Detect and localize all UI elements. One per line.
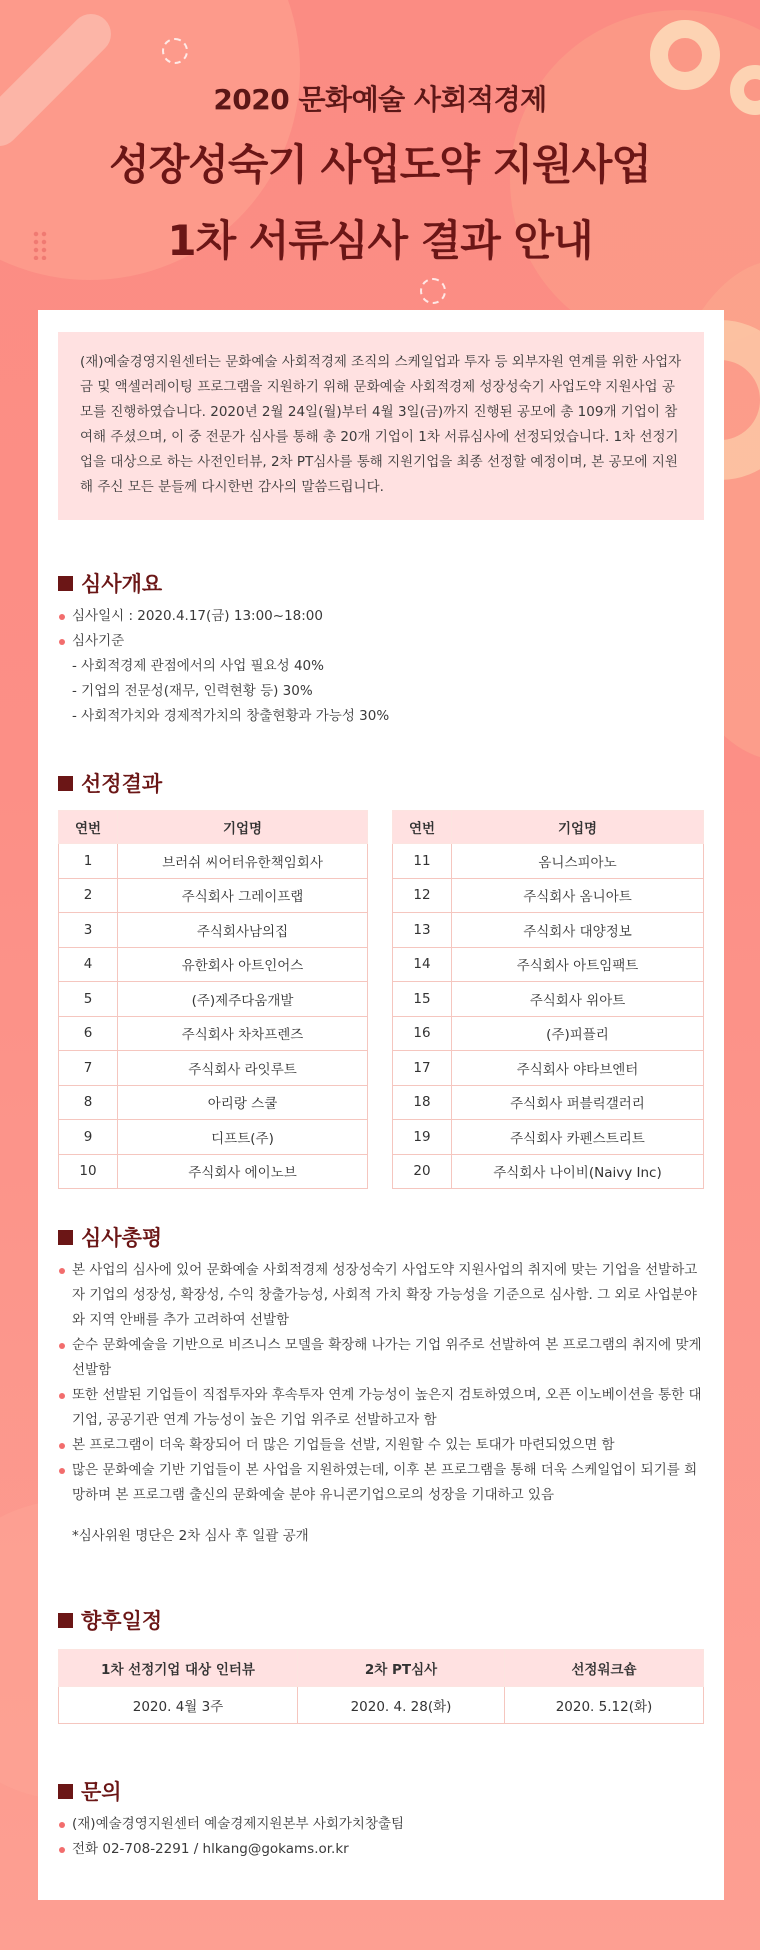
- table-row: [59, 947, 368, 982]
- table-row: [393, 1051, 704, 1086]
- row-number: 7: [59, 1051, 118, 1086]
- col-header-no: 연번: [393, 811, 452, 844]
- schedule-header: 선정워크숍: [505, 1650, 704, 1687]
- table-row: [59, 1120, 368, 1155]
- page-title: 성장성숙기 사업도약 지원사업: [109, 140, 651, 189]
- company-name: 주식회사 카펜스트리트: [452, 1120, 704, 1155]
- schedule-value: 2020. 5.12(화): [505, 1687, 704, 1724]
- table-row: [59, 1154, 368, 1189]
- row-number: 4: [59, 947, 118, 982]
- table-row: [59, 844, 368, 879]
- table-row: [59, 982, 368, 1017]
- company-name: 주식회사남의집: [118, 913, 368, 948]
- square-bullet-icon: [58, 576, 73, 591]
- schedule-section: [58, 1605, 704, 1724]
- square-bullet-icon: [58, 1230, 73, 1245]
- col-header-no: 연번: [59, 811, 118, 844]
- results-section: [58, 768, 704, 1182]
- row-number: 19: [393, 1120, 452, 1155]
- row-number: 5: [59, 982, 118, 1017]
- table-row: [59, 1085, 368, 1120]
- overview-criteria-label: 심사기준: [58, 629, 704, 654]
- intro-text: (재)예술경영지원센터는 문화예술 사회적경제 조직의 스케일업과 투자 등 외부자원 연계를 위한 사업자금 및 액셀러레이팅 프로그램을 지원하기 위해 문화예술 사회적경제 성장성숙기 사업도약 지원사업 공모를 진행하였습니다. 2020년 2월 24일(월)부터 4월 3일(금)까지 진행된 공모에 총 109개 기업이 참여해 주셨으며, 이 중 전문가 심사를 통해 총 20개 기업이 1차 서류심사에 선정되었습니다. 1차 선정기업을 대상으로 하는 사전인터뷰, 2차 PT심사를 통해 지원기업을 최종 선정할 예정이며, 본 공모에 지원해 주신 모든 분들께 다시한번 감사의 말씀드립니다.: [58, 332, 704, 520]
- row-number: 6: [59, 1016, 118, 1051]
- results-table-right: [392, 810, 704, 1189]
- row-number: 16: [393, 1016, 452, 1051]
- contact-title: 문의: [58, 1776, 704, 1806]
- square-bullet-icon: [58, 1613, 73, 1628]
- review-item: 본 프로그램이 더욱 확장되어 더 많은 기업들을 선발, 지원할 수 있는 토대가 마련되었으면 함: [58, 1433, 704, 1458]
- review-title: 심사총평: [58, 1222, 704, 1252]
- table-row: [393, 844, 704, 879]
- schedule-header: 2차 PT심사: [298, 1650, 505, 1687]
- review-item: 본 사업의 심사에 있어 문화예술 사회적경제 성장성숙기 사업도약 지원사업의 취지에 맞는 기업을 선발하고자 기업의 성장성, 확장성, 수익 창출가능성, 사회적 가치 확장 가능성을 기준으로 심사함. 그 외로 사업분야와 지역 안배를 추가 고려하여 선발함: [58, 1258, 704, 1333]
- company-name: 주식회사 야타브엔터: [452, 1051, 704, 1086]
- overview-title: 심사개요: [58, 568, 704, 598]
- page-header: [0, 78, 760, 268]
- table-row: [393, 982, 704, 1017]
- company-name: 유한회사 아트인어스: [118, 947, 368, 982]
- criteria-item: - 사회적가치와 경제적가치의 창출현황과 가능성 30%: [72, 708, 390, 724]
- square-bullet-icon: [58, 1784, 73, 1799]
- table-row: [393, 1085, 704, 1120]
- company-name: 주식회사 라잇루트: [118, 1051, 368, 1086]
- square-bullet-icon: [58, 776, 73, 791]
- table-row: [393, 1120, 704, 1155]
- page-title-line2: 1차 서류심사 결과 안내: [167, 216, 593, 265]
- content-card: [38, 310, 724, 1900]
- row-number: 12: [393, 878, 452, 913]
- company-name: 옴니스피아노: [452, 844, 704, 879]
- row-number: 14: [393, 947, 452, 982]
- row-number: 10: [59, 1154, 118, 1189]
- company-name: 주식회사 나이비(Naivy Inc): [452, 1154, 704, 1189]
- schedule-value: 2020. 4월 3주: [59, 1687, 298, 1724]
- table-row: [59, 1051, 368, 1086]
- company-name: 아리랑 스쿨: [118, 1085, 368, 1120]
- table-row: [393, 878, 704, 913]
- row-number: 15: [393, 982, 452, 1017]
- table-row: [59, 1016, 368, 1051]
- review-item: 순수 문화예술을 기반으로 비즈니스 모델을 확장해 나가는 기업 위주로 선발하여 본 프로그램의 취지에 맞게 선발함: [58, 1333, 704, 1383]
- table-row: [59, 878, 368, 913]
- row-number: 1: [59, 844, 118, 879]
- dashed-circle-decoration: [420, 278, 446, 304]
- company-name: 주식회사 그레이프랩: [118, 878, 368, 913]
- row-number: 8: [59, 1085, 118, 1120]
- contact-section: [58, 1776, 704, 1862]
- row-number: 11: [393, 844, 452, 879]
- table-row: [59, 913, 368, 948]
- row-number: 13: [393, 913, 452, 948]
- company-name: 주식회사 위아트: [452, 982, 704, 1017]
- review-section: [58, 1222, 704, 1544]
- company-name: 주식회사 퍼블릭갤러리: [452, 1085, 704, 1120]
- company-name: 디프트(주): [118, 1120, 368, 1155]
- col-header-name: 기업명: [118, 811, 368, 844]
- row-number: 20: [393, 1154, 452, 1189]
- schedule-header: 1차 선정기업 대상 인터뷰: [59, 1650, 298, 1687]
- schedule-value: 2020. 4. 28(화): [298, 1687, 505, 1724]
- company-name: (주)피플리: [452, 1016, 704, 1051]
- row-number: 17: [393, 1051, 452, 1086]
- criteria-item: - 사회적경제 관점에서의 사업 필요성 40%: [72, 658, 324, 674]
- company-name: (주)제주다움개발: [118, 982, 368, 1017]
- company-name: 브러쉬 씨어터유한책임회사: [118, 844, 368, 879]
- overview-section: [58, 568, 704, 729]
- dashed-circle-decoration: [162, 38, 188, 64]
- company-name: 주식회사 대양정보: [452, 913, 704, 948]
- contact-org: (재)예술경영지원센터 예술경제지원본부 사회가치창출팀: [58, 1812, 704, 1837]
- contact-phone: 전화 02-708-2291 / hlkang@gokams.or.kr: [58, 1837, 704, 1862]
- table-row: [393, 913, 704, 948]
- results-title: 선정결과: [58, 768, 704, 798]
- col-header-name: 기업명: [452, 811, 704, 844]
- review-item: 많은 문화예술 기반 기업들이 본 사업을 지원하였는데, 이후 본 프로그램을 통해 더욱 스케일업이 되기를 희망하며 본 프로그램 출신의 문화예술 분야 유니콘기업으로의 성장을 기대하고 있음: [58, 1458, 704, 1508]
- table-row: [393, 1154, 704, 1189]
- results-table-left: [58, 810, 368, 1189]
- criteria-item: - 기업의 전문성(재무, 인력현황 등) 30%: [72, 683, 313, 699]
- table-row: [393, 947, 704, 982]
- row-number: 3: [59, 913, 118, 948]
- header-subtitle: 2020 문화예술 사회적경제: [213, 83, 547, 116]
- row-number: 2: [59, 878, 118, 913]
- row-number: 18: [393, 1085, 452, 1120]
- company-name: 주식회사 아트임팩트: [452, 947, 704, 982]
- review-note: *심사위원 명단은 2차 심사 후 일괄 공개: [72, 1528, 309, 1544]
- company-name: 주식회사 옴니아트: [452, 878, 704, 913]
- company-name: 주식회사 차차프렌즈: [118, 1016, 368, 1051]
- company-name: 주식회사 에이노브: [118, 1154, 368, 1189]
- schedule-title: 향후일정: [58, 1605, 704, 1635]
- schedule-table: [58, 1649, 704, 1724]
- review-item: 또한 선발된 기업들이 직접투자와 후속투자 연계 가능성이 높은지 검토하였으며, 오픈 이노베이션을 통한 대기업, 공공기관 연계 가능성이 높은 기업 위주로 선발하고자 함: [58, 1383, 704, 1433]
- row-number: 9: [59, 1120, 118, 1155]
- table-row: [393, 1016, 704, 1051]
- overview-date: 심사일시 : 2020.4.17(금) 13:00~18:00: [58, 604, 704, 629]
